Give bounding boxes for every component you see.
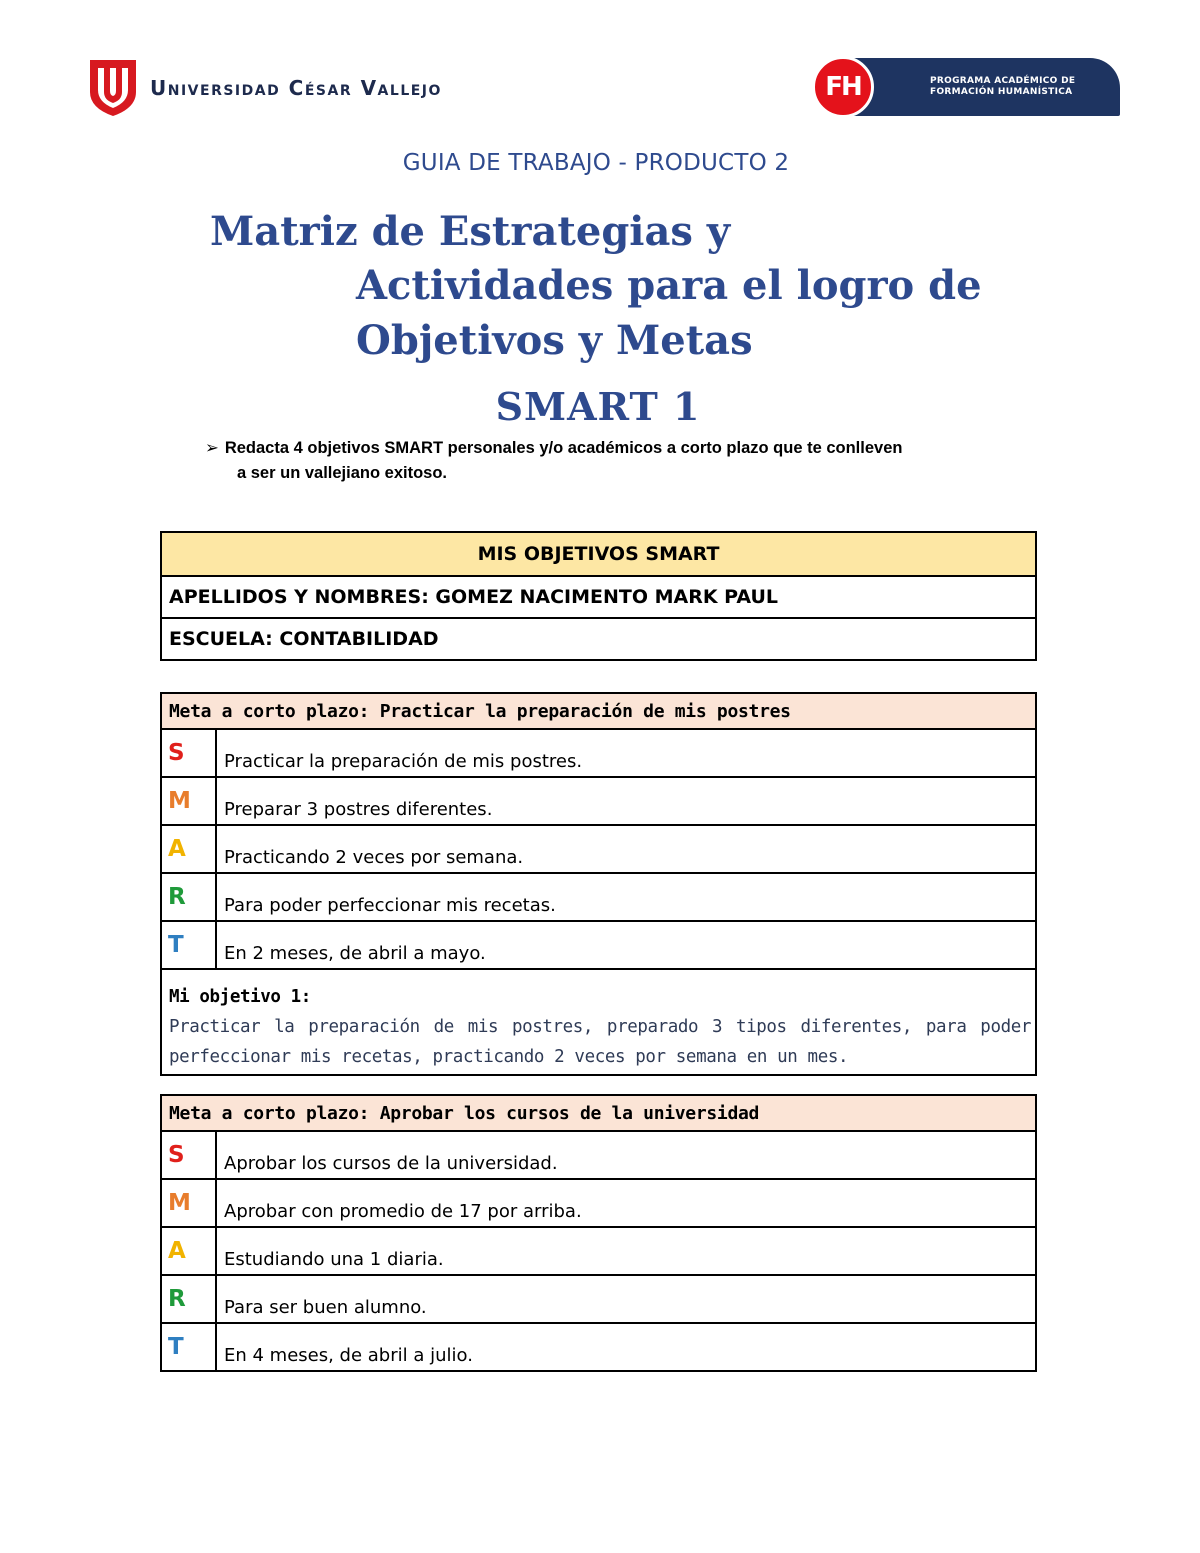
smart-letter: A bbox=[161, 1227, 216, 1275]
smart-row bbox=[161, 1131, 1036, 1179]
smart-row bbox=[161, 873, 1036, 921]
objective-label: Mi objetivo 1: bbox=[169, 987, 311, 1007]
instruction bbox=[205, 436, 1045, 486]
smart-letter: M bbox=[161, 1179, 216, 1227]
smart-value: Para ser buen alumno. bbox=[216, 1275, 1036, 1323]
university-name: Universidad César Vallejo bbox=[150, 76, 442, 100]
program-line-1: PROGRAMA ACADÉMICO DE bbox=[930, 76, 1076, 86]
guide-title: GUIA DE TRABAJO - PRODUCTO 2 bbox=[402, 150, 790, 176]
info-table bbox=[160, 531, 1037, 661]
smart-letter: S bbox=[161, 729, 216, 777]
fh-logo bbox=[812, 56, 1120, 118]
arrow-bullet-icon: ➢ bbox=[205, 439, 219, 457]
main-title-line-2: Actividades para el logro de bbox=[356, 262, 982, 309]
smart-row bbox=[161, 1227, 1036, 1275]
smart-value: En 4 meses, de abril a julio. bbox=[216, 1323, 1036, 1371]
program-line-2: FORMACIÓN HUMANÍSTICA bbox=[930, 87, 1073, 97]
info-header: MIS OBJETIVOS SMART bbox=[161, 532, 1036, 576]
goal-table-2 bbox=[160, 1094, 1037, 1372]
smart-value: Practicando 2 veces por semana. bbox=[216, 825, 1036, 873]
name-row: APELLIDOS Y NOMBRES: GOMEZ NACIMENTO MARK PAUL bbox=[161, 576, 1036, 618]
objective-cell bbox=[161, 969, 1036, 1075]
smart-title: SMART 1 bbox=[495, 384, 701, 429]
smart-row bbox=[161, 825, 1036, 873]
smart-row bbox=[161, 921, 1036, 969]
smart-letter: R bbox=[161, 873, 216, 921]
smart-row bbox=[161, 777, 1036, 825]
objective-text: Practicar la preparación de mis postres, preparado 3 tipos diferentes, para poder perfeccionar mis recetas, practicando 2 veces por semana en un mes. bbox=[169, 1017, 1031, 1067]
main-title-line-1: Matriz de Estrategias y bbox=[210, 208, 731, 255]
smart-row bbox=[161, 729, 1036, 777]
main-title-line-3: Objetivos y Metas bbox=[356, 317, 753, 364]
goal-header: Meta a corto plazo: Aprobar los cursos de la universidad bbox=[161, 1095, 1036, 1131]
smart-value: En 2 meses, de abril a mayo. bbox=[216, 921, 1036, 969]
smart-letter: A bbox=[161, 825, 216, 873]
smart-row bbox=[161, 1275, 1036, 1323]
smart-letter: S bbox=[161, 1131, 216, 1179]
goal-table-1 bbox=[160, 692, 1037, 1076]
smart-value: Aprobar los cursos de la universidad. bbox=[216, 1131, 1036, 1179]
smart-letter: T bbox=[161, 1323, 216, 1371]
instruction-line-1: Redacta 4 objetivos SMART personales y/o académicos a corto plazo que te conlleven bbox=[224, 439, 903, 457]
fh-emblem: FH bbox=[812, 56, 874, 118]
smart-row bbox=[161, 1179, 1036, 1227]
ucv-shield-icon bbox=[88, 58, 138, 118]
smart-letter: T bbox=[161, 921, 216, 969]
smart-value: Aprobar con promedio de 17 por arriba. bbox=[216, 1179, 1036, 1227]
instruction-line-2: a ser un vallejiano exitoso. bbox=[237, 464, 447, 482]
smart-letter: M bbox=[161, 777, 216, 825]
smart-letter: R bbox=[161, 1275, 216, 1323]
smart-row bbox=[161, 1323, 1036, 1371]
program-name bbox=[930, 76, 1075, 98]
smart-value: Para poder perfeccionar mis recetas. bbox=[216, 873, 1036, 921]
goal-header: Meta a corto plazo: Practicar la preparación de mis postres bbox=[161, 693, 1036, 729]
smart-value: Practicar la preparación de mis postres. bbox=[216, 729, 1036, 777]
ucv-logo bbox=[88, 58, 442, 118]
smart-value: Estudiando una 1 diaria. bbox=[216, 1227, 1036, 1275]
school-row: ESCUELA: CONTABILIDAD bbox=[161, 618, 1036, 660]
smart-value: Preparar 3 postres diferentes. bbox=[216, 777, 1036, 825]
